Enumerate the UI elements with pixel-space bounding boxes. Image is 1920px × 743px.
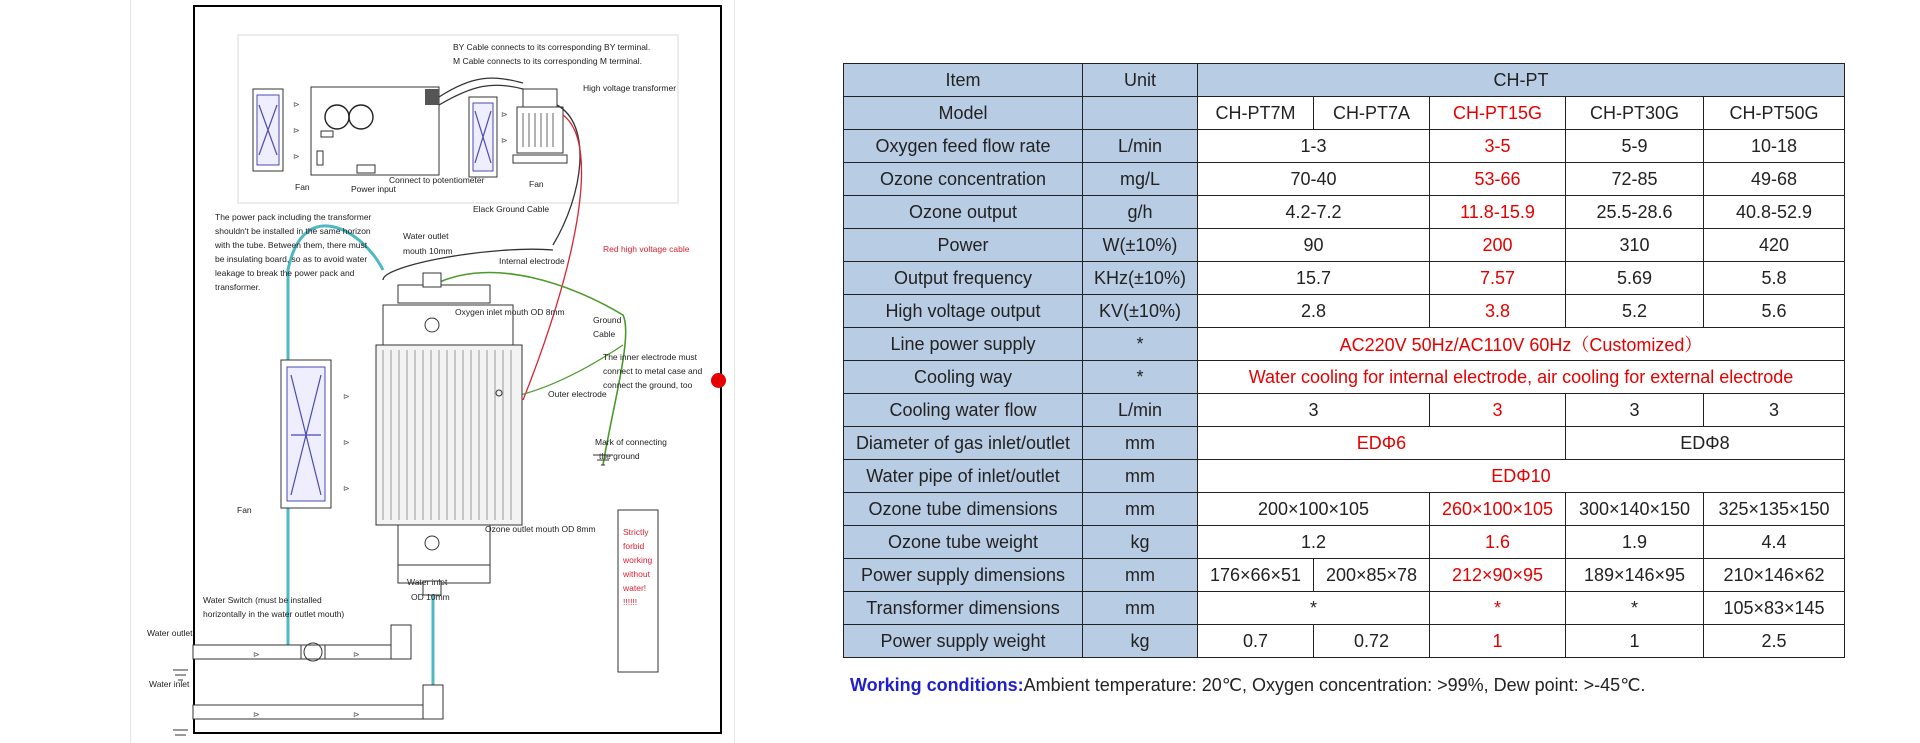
warning-line-4: without [623, 569, 650, 579]
value-cell: 420 [1704, 229, 1845, 262]
note-fan-top-left: Fan [295, 182, 310, 192]
note-inner-electrode-2: connect to metal case and [603, 366, 703, 376]
row-unit: L/min [1083, 130, 1198, 163]
working-conditions-text: Ambient temperature: 20℃, Oxygen concentration: >99%, Dew point: >-45℃. [1023, 675, 1646, 695]
row-label: Ozone tube weight [844, 526, 1083, 559]
note-fan-left: Fan [237, 505, 252, 515]
row-label: Power supply dimensions [844, 559, 1083, 592]
note-inner-electrode-1: The inner electrode must [603, 352, 698, 362]
value-cell: Water cooling for internal electrode, air cooling for external electrode [1198, 361, 1845, 394]
table-row [844, 130, 1845, 163]
value-cell: 200 [1430, 229, 1566, 262]
value-cell: * [1430, 592, 1566, 625]
table-row [844, 526, 1845, 559]
svg-text:⊳: ⊳ [343, 392, 350, 401]
value-cell: 40.8-52.9 [1704, 196, 1845, 229]
note-hv-transformer: High voltage transformer [583, 83, 677, 93]
power-supply-box-icon [311, 87, 439, 175]
row-label: Cooling water flow [844, 394, 1083, 427]
value-cell: 3 [1430, 394, 1566, 427]
svg-text:⊳: ⊳ [253, 650, 260, 659]
row-label: Transformer dimensions [844, 592, 1083, 625]
note-power-pack-4: be insulating board, so as to avoid water [215, 254, 368, 264]
table-row [844, 625, 1845, 658]
value-cell: 1.6 [1430, 526, 1566, 559]
note-power-pack-1: The power pack including the transformer [215, 212, 372, 222]
row-label: Diameter of gas inlet/outlet [844, 427, 1083, 460]
row-unit: L/min [1083, 394, 1198, 427]
value-cell: 49-68 [1704, 163, 1845, 196]
value-cell: 5.6 [1704, 295, 1845, 328]
table-row [844, 229, 1845, 262]
note-internal-electrode: Internal electrode [499, 256, 565, 266]
value-cell: 70-40 [1198, 163, 1430, 196]
note-water-switch-2: horizontally in the water outlet mouth) [203, 609, 345, 619]
fan-top-right-icon [469, 97, 497, 177]
note-water-inlet: Water inlet [149, 679, 190, 689]
row-unit: mm [1083, 460, 1198, 493]
fan-top-left-icon [253, 89, 283, 171]
value-cell: 10-18 [1704, 130, 1845, 163]
table-row [844, 262, 1845, 295]
table-row [844, 592, 1845, 625]
note-black-ground: Elack Ground Cable [473, 204, 550, 214]
value-cell: 176×66×51 [1198, 559, 1314, 592]
table-row-model [844, 97, 1845, 130]
model-cell: CH-PT7M [1198, 97, 1314, 130]
svg-text:⊳: ⊳ [353, 710, 360, 719]
row-unit [1083, 97, 1198, 130]
value-cell: 260×100×105 [1430, 493, 1566, 526]
value-cell: 200×85×78 [1314, 559, 1430, 592]
row-label: Ozone concentration [844, 163, 1083, 196]
row-label: Oxygen feed flow rate [844, 130, 1083, 163]
value-cell: 1-3 [1198, 130, 1430, 163]
value-cell: 5.2 [1566, 295, 1704, 328]
note-water-inlet-1: Water inlet [407, 577, 448, 587]
value-cell: 2.8 [1198, 295, 1430, 328]
row-unit: mm [1083, 493, 1198, 526]
row-unit: KHz(±10%) [1083, 262, 1198, 295]
value-cell: 3 [1704, 394, 1845, 427]
note-potentiometer: Connect to potentiometer [389, 175, 485, 185]
note-m-cable: M Cable connects to its corresponding M terminal. [453, 56, 642, 66]
note-ground-cable-1: Ground [593, 315, 622, 325]
value-cell: 1.9 [1566, 526, 1704, 559]
value-cell: 200×100×105 [1198, 493, 1430, 526]
table-row [844, 394, 1845, 427]
table-row [844, 328, 1845, 361]
value-cell: 3-5 [1430, 130, 1566, 163]
note-water-outlet-mouth-1: Water outlet [403, 231, 449, 241]
wiring-diagram [147, 5, 723, 735]
value-cell: 25.5-28.6 [1566, 196, 1704, 229]
value-cell: 310 [1566, 229, 1704, 262]
note-power-pack-3: with the tube. Between them, there must [215, 240, 368, 250]
value-cell: 0.72 [1314, 625, 1430, 658]
value-cell: 3 [1566, 394, 1704, 427]
value-cell: 3 [1198, 394, 1430, 427]
row-label: Model [844, 97, 1083, 130]
value-cell: 7.57 [1430, 262, 1566, 295]
value-cell: 189×146×95 [1566, 559, 1704, 592]
value-cell: 1 [1566, 625, 1704, 658]
value-cell: 11.8-15.9 [1430, 196, 1566, 229]
svg-text:⊳: ⊳ [343, 484, 350, 493]
value-cell: 0.7 [1198, 625, 1314, 658]
table-row [844, 295, 1845, 328]
row-label: Cooling way [844, 361, 1083, 394]
note-inner-electrode-3: connect the ground, too [603, 380, 693, 390]
header-item: Item [844, 64, 1083, 97]
note-red-hv-cable: Red high voltage cable [603, 244, 690, 254]
value-cell: EDΦ8 [1566, 427, 1845, 460]
row-unit: mm [1083, 592, 1198, 625]
row-unit: KV(±10%) [1083, 295, 1198, 328]
note-power-pack-6: transformer. [215, 282, 261, 292]
table-header-row [844, 64, 1845, 97]
row-unit: mm [1083, 427, 1198, 460]
note-oxygen-inlet: Oxygen inlet mouth OD 8mm [455, 307, 565, 317]
value-cell: * [1198, 592, 1430, 625]
value-cell: EDΦ6 [1198, 427, 1566, 460]
model-cell: CH-PT7A [1314, 97, 1430, 130]
value-cell: EDΦ10 [1198, 460, 1845, 493]
warning-line-6: !!!!!! [623, 597, 638, 607]
value-cell: 5.69 [1566, 262, 1704, 295]
working-conditions [850, 675, 1645, 696]
note-water-switch-1: Water Switch (must be installed [203, 595, 322, 605]
svg-text:⊳: ⊳ [501, 136, 508, 145]
value-cell: 4.2-7.2 [1198, 196, 1430, 229]
row-label: Output frequency [844, 262, 1083, 295]
note-water-inlet-2: OD 10mm [411, 592, 450, 602]
value-cell: 2.5 [1704, 625, 1845, 658]
value-cell: 4.4 [1704, 526, 1845, 559]
row-unit: mm [1083, 559, 1198, 592]
header-unit: Unit [1083, 64, 1198, 97]
row-label: Ozone output [844, 196, 1083, 229]
row-unit: * [1083, 328, 1198, 361]
value-cell: 3.8 [1430, 295, 1566, 328]
row-label: High voltage output [844, 295, 1083, 328]
value-cell: 300×140×150 [1566, 493, 1704, 526]
value-cell: 105×83×145 [1704, 592, 1845, 625]
fan-left-icon [281, 360, 331, 508]
value-cell: 212×90×95 [1430, 559, 1566, 592]
model-cell: CH-PT30G [1566, 97, 1704, 130]
svg-text:⊳: ⊳ [501, 110, 508, 119]
svg-text:⊳: ⊳ [253, 710, 260, 719]
svg-text:⊳: ⊳ [353, 650, 360, 659]
note-fan-top-right: Fan [529, 179, 544, 189]
note-power-pack-2: shouldn't be installed in the same horizon [215, 226, 371, 236]
table-row [844, 559, 1845, 592]
value-cell: 72-85 [1566, 163, 1704, 196]
spec-table [843, 63, 1845, 658]
value-cell: 53-66 [1430, 163, 1566, 196]
value-cell: 1 [1430, 625, 1566, 658]
svg-text:⊳: ⊳ [293, 126, 300, 135]
svg-text:⊳: ⊳ [293, 100, 300, 109]
working-conditions-label: Working conditions: [850, 675, 1024, 695]
row-label: Power supply weight [844, 625, 1083, 658]
header-series: CH-PT [1198, 64, 1845, 97]
note-mark-ground-1: Mark of connecting [595, 437, 667, 447]
table-row [844, 427, 1845, 460]
warning-line-5: water! [623, 583, 647, 593]
note-mark-ground-2: the ground [599, 451, 640, 461]
warning-line-1: Strictly [623, 527, 649, 537]
row-unit: mg/L [1083, 163, 1198, 196]
value-cell: 15.7 [1198, 262, 1430, 295]
note-water-outlet-mouth-2: mouth 10mm [403, 246, 453, 256]
table-row [844, 163, 1845, 196]
model-cell: CH-PT15G [1430, 97, 1566, 130]
note-ozone-outlet: Ozone outlet mouth OD 8mm [485, 524, 596, 534]
table-row [844, 361, 1845, 394]
table-row [844, 460, 1845, 493]
note-by-cable: BY Cable connects to its corresponding BY terminal. [453, 42, 651, 52]
note-water-outlet: Water outlet [147, 628, 193, 638]
row-label: Line power supply [844, 328, 1083, 361]
row-unit: W(±10%) [1083, 229, 1198, 262]
row-label: Water pipe of inlet/outlet [844, 460, 1083, 493]
table-row [844, 493, 1845, 526]
svg-text:⊳: ⊳ [293, 152, 300, 161]
row-unit: * [1083, 361, 1198, 394]
value-cell: 5.8 [1704, 262, 1845, 295]
value-cell: 5-9 [1566, 130, 1704, 163]
svg-text:⊳: ⊳ [343, 438, 350, 447]
row-unit: kg [1083, 625, 1198, 658]
value-cell: AC220V 50Hz/AC110V 60Hz（Customized） [1198, 328, 1845, 361]
table-row [844, 196, 1845, 229]
value-cell: 1.2 [1198, 526, 1430, 559]
note-outer-electrode: Outer electrode [548, 389, 607, 399]
value-cell: 210×146×62 [1704, 559, 1845, 592]
note-power-pack-5: leakage to break the power pack and [215, 268, 355, 278]
value-cell: * [1566, 592, 1704, 625]
note-ground-cable-2: Cable [593, 329, 616, 339]
value-cell: 325×135×150 [1704, 493, 1845, 526]
red-dot-marker [711, 373, 726, 388]
row-unit: g/h [1083, 196, 1198, 229]
model-cell: CH-PT50G [1704, 97, 1845, 130]
warning-line-3: working [623, 555, 653, 565]
warning-line-2: forbid [623, 541, 645, 551]
row-label: Ozone tube dimensions [844, 493, 1083, 526]
row-unit: kg [1083, 526, 1198, 559]
row-label: Power [844, 229, 1083, 262]
value-cell: 90 [1198, 229, 1430, 262]
note-power-input: Power input [351, 184, 396, 194]
